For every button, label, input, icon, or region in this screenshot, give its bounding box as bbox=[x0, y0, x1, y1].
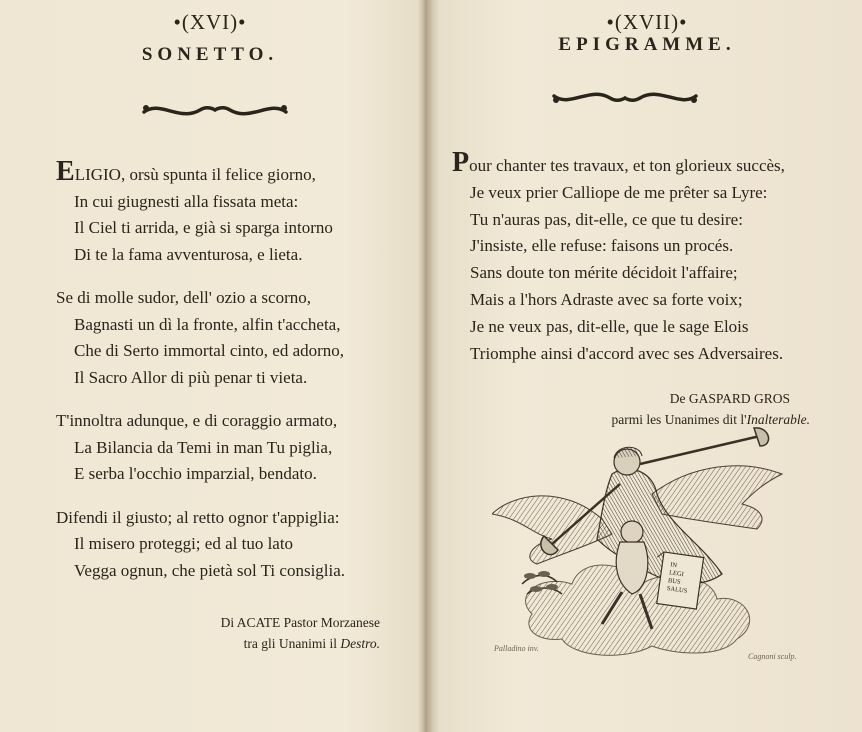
signature-name: Inalterable. bbox=[746, 412, 810, 427]
right-heading: EPIGRAMME. bbox=[558, 34, 736, 55]
right-ornament-icon bbox=[550, 86, 700, 110]
poem-line: Tu n'auras pas, dit-elle, ce que tu desire: bbox=[470, 209, 743, 229]
poem-line: J'insiste, elle refuse: faisons un procés. bbox=[470, 236, 734, 256]
left-signature bbox=[221, 612, 380, 654]
engraving-credit-left: Palladino inv. bbox=[494, 644, 539, 653]
sonnet-text bbox=[56, 156, 346, 584]
drop-cap: E bbox=[56, 156, 75, 187]
poem-line: Difendi il giusto; al retto ognor t'appiglia: bbox=[56, 507, 340, 527]
poem-line: Je veux prier Calliope de me prêter sa Lyre: bbox=[470, 182, 768, 202]
poem-line: Vegga ognun, che pietà sol Ti consiglia. bbox=[74, 560, 346, 580]
left-page bbox=[0, 0, 420, 732]
signature-line-1: De GASPARD GROS bbox=[669, 391, 790, 406]
signature-prefix: tra gli Unanimi il bbox=[243, 636, 337, 651]
signature-line-1: Di ACATE Pastor Morzanese bbox=[220, 615, 380, 630]
poem-line bbox=[452, 147, 785, 180]
fame-engraving-icon bbox=[492, 424, 842, 664]
left-page-number: •(XVI)• bbox=[173, 10, 247, 34]
poem-line-text: our chanter tes travaux, et ton glorieux succès, bbox=[469, 156, 785, 175]
poem-line: Di te la fama avventurosa, e lieta. bbox=[74, 244, 303, 264]
poem-line: Che di Serto immortal cinto, ed adorno, bbox=[74, 341, 345, 360]
poem-line: Il Sacro Allor di più penar ti vieta. bbox=[74, 367, 308, 387]
poem-line: Sans doute ton mérite décidoit l'affaire; bbox=[470, 263, 738, 283]
poem-line: E serba l'occhio imparzial, bendato. bbox=[74, 464, 317, 483]
epigram-text bbox=[452, 147, 785, 367]
book-inscription: IN LEGI BUS SALUS bbox=[666, 561, 688, 595]
poem-line: Il misero proteggi; ed al tuo lato bbox=[74, 534, 294, 553]
poem-line bbox=[56, 156, 345, 189]
poem-line: In cui giugnesti alla fissata meta: bbox=[74, 191, 299, 211]
poem-line: Se di molle sudor, dell' ozio a scorno, bbox=[56, 288, 311, 307]
left-heading: SONETTO. bbox=[141, 44, 279, 65]
poem-line: Bagnasti un dì la fronte, alfin t'accheta, bbox=[74, 314, 341, 334]
poem-line: Il Ciel ti arrida, e già si sparga intorno bbox=[74, 218, 333, 237]
poem-line: Mais a l'hors Adraste avec sa forte voix; bbox=[470, 289, 743, 309]
poem-line: Je ne veux pas, dit-elle, que le sage Elois bbox=[470, 316, 749, 336]
drop-cap: P bbox=[452, 147, 470, 178]
poem-line: La Bilancia da Temi in man Tu piglia, bbox=[74, 437, 333, 457]
right-page-number: •(XVII)• bbox=[606, 10, 688, 34]
right-page bbox=[432, 0, 862, 732]
engraving-credit-right: Cagnoni sculp. bbox=[748, 652, 797, 661]
left-ornament-icon bbox=[140, 98, 290, 122]
signature-name: Destro. bbox=[340, 636, 380, 651]
book-gutter bbox=[418, 0, 432, 732]
poem-line: Triomphe ainsi d'accord avec ses Adversaires. bbox=[470, 343, 784, 363]
signature-line-2 bbox=[221, 633, 380, 654]
signature-prefix: parmi les Unanimes dit l' bbox=[611, 412, 747, 427]
poem-line-text: LIGIO, orsù spunta il felice giorno, bbox=[74, 165, 316, 184]
poem-line: T'innoltra adunque, e di coraggio armato, bbox=[56, 411, 338, 430]
